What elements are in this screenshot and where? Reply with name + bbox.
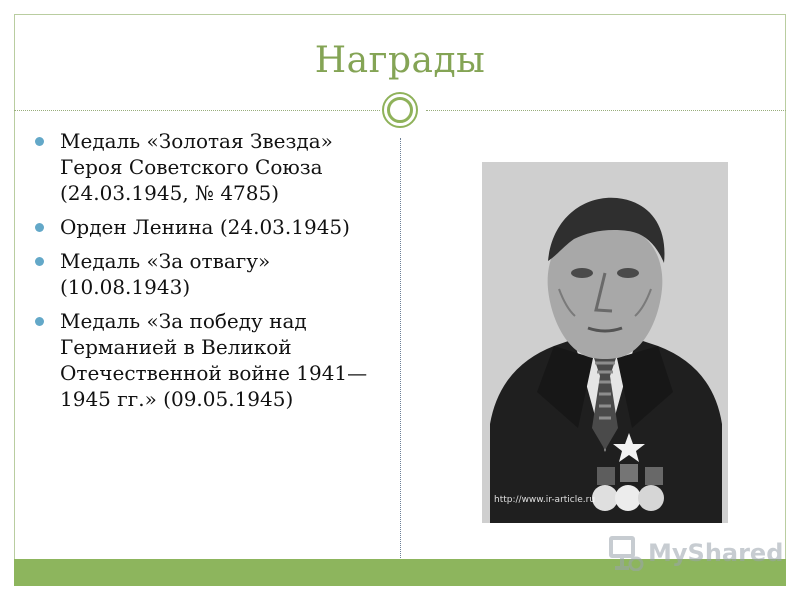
- award-item: [35, 308, 375, 412]
- slide-title: Награды: [314, 40, 486, 81]
- award-text: Медаль «За отвагу» (10.08.1943): [60, 249, 271, 299]
- watermark-text: MyShared: [648, 539, 784, 567]
- circle-ornament-icon: [382, 92, 418, 128]
- award-text: Медаль «За победу над Германией в Великой Отечественной войне 1941—1945 гг.» (09.05.1945): [60, 309, 368, 411]
- portrait-illustration: [482, 162, 728, 523]
- awards-list: [35, 128, 375, 420]
- bullet-dot-icon: [35, 317, 44, 326]
- myshared-logo-icon: [606, 535, 644, 571]
- award-text: Орден Ленина (24.03.1945): [60, 215, 350, 239]
- bullet-dot-icon: [35, 137, 44, 146]
- award-item: [35, 214, 375, 240]
- column-divider: [400, 138, 401, 560]
- bullet-dot-icon: [35, 257, 44, 266]
- portrait-photo: [482, 162, 728, 523]
- photo-source-url[interactable]: http://www.ir-article.ru: [494, 495, 596, 505]
- watermark: [606, 535, 783, 571]
- title-rule-right: [426, 110, 786, 111]
- award-item: [35, 128, 375, 206]
- award-item: [35, 248, 375, 300]
- title-rule-left: [14, 110, 380, 111]
- bullet-dot-icon: [35, 223, 44, 232]
- award-text: Медаль «Золотая Звезда» Героя Советского Союза (24.03.1945, № 4785): [60, 129, 333, 205]
